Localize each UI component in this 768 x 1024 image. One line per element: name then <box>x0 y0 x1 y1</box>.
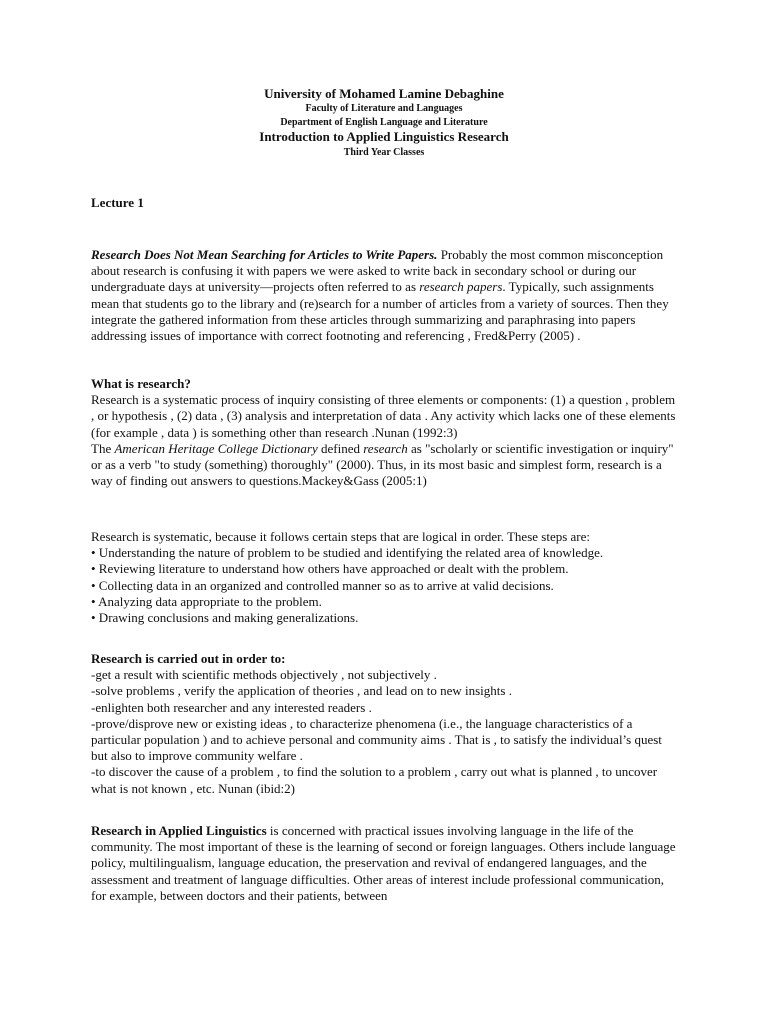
list-item: -prove/disprove new or existing ideas , to characterize phenomena (i.e., the language characteristics of a particular population ) and to achieve personal and community aims . That is , to satisfy the individual’s quest but also to improve community welfare . <box>91 715 662 764</box>
paragraph-purposes <box>91 651 681 797</box>
lecture-heading: Lecture 1 <box>91 195 144 210</box>
list-item: -get a result with scientific methods objectively , not subjectively . <box>91 667 437 683</box>
list-item: -to discover the cause of a problem , to find the solution to a problem , carry out what is planned , to uncover what is not known , etc. Nunan (ibid:2) <box>91 764 658 796</box>
italic-term: research papers <box>419 279 503 295</box>
paragraph-text: Research is a systematic process of inquiry consisting of three elements or components: (1) a question , problem , or hypothesis , (2) data , (3) analysis and interpretation of data . Any activity which lacks one of these elements (for example , data ) is something other than research .Nunan (1992:3) <box>91 392 676 440</box>
department-name: Department of English Language and Literature <box>280 117 488 128</box>
section-heading: What is research? <box>91 376 191 391</box>
class-level: Third Year Classes <box>343 147 425 158</box>
section-heading: Research is carried out in order to: <box>91 651 286 666</box>
university-title: University of Mohamed Lamine Debaghine <box>264 86 504 101</box>
paragraph-text: as "scholarly or scientific investigation or inquiry" or as a verb "to study (something) thoroughly" (2000). Thus, in its most basic and simplest form, research is a way of finding out answers to questions.Mackey&Gass (2005:1) <box>91 440 674 489</box>
list-item: • Analyzing data appropriate to the problem. <box>91 593 322 609</box>
paragraph-what-is-research <box>91 376 681 489</box>
italic-term: American Heritage College Dictionary <box>114 440 318 456</box>
list-item: -enlighten both researcher and any interested readers . <box>91 699 372 715</box>
paragraph-misconception <box>91 247 681 344</box>
paragraph-text: Research is systematic, because it follows certain steps that are logical in order. These steps are: <box>91 529 591 544</box>
section-lead: Research Does Not Mean Searching for Articles to Write Papers. <box>91 247 438 262</box>
list-item: • Reviewing literature to understand how others have approached or dealt with the problem. <box>91 561 569 577</box>
list-item: • Understanding the nature of problem to be studied and identifying the related area of knowledge. <box>91 545 604 561</box>
list-item: -solve problems , verify the application of theories , and lead on to new insights . <box>91 683 512 699</box>
list-item: • Drawing conclusions and making generalizations. <box>91 610 359 626</box>
paragraph-text: is concerned with practical issues involving language in the life of the community. The most important of these is the learning of second or foreign languages. Others include language policy, multilingualism, language education, the preservation and revival of endangered languages, and the assessment and treatment of language difficulties. Other areas of interest include professional communication, for example, between doctors and their patients, between <box>91 823 676 903</box>
course-title: Introduction to Applied Linguistics Research <box>259 129 509 144</box>
paragraph-applied-linguistics <box>91 823 681 904</box>
paragraph-text: . Typically, such assignments mean that students go to the library and (re)search for a number of articles from a variety of sources. Then they integrate the gathered information from these articles through summarizing and paraphrasing into papers addressing issues of importance with correct footnoting and referencing , Fred&Perry (2005) . <box>91 279 669 344</box>
paragraph-systematic-steps <box>91 529 681 626</box>
paragraph-text: Probably the most common misconception about research is confusing it with papers we were asked to write back in secondary school or during our undergraduate days at university—projects often referred to as <box>91 247 664 295</box>
paragraph-text: The <box>91 440 115 456</box>
list-item: • Collecting data in an organized and controlled manner so as to arrive at valid decisions. <box>91 577 554 593</box>
faculty-name: Faculty of Literature and Languages <box>305 103 463 114</box>
paragraph-text: defined <box>317 440 364 456</box>
italic-term: research <box>363 440 408 456</box>
section-lead: Research in Applied Linguistics <box>91 823 267 838</box>
